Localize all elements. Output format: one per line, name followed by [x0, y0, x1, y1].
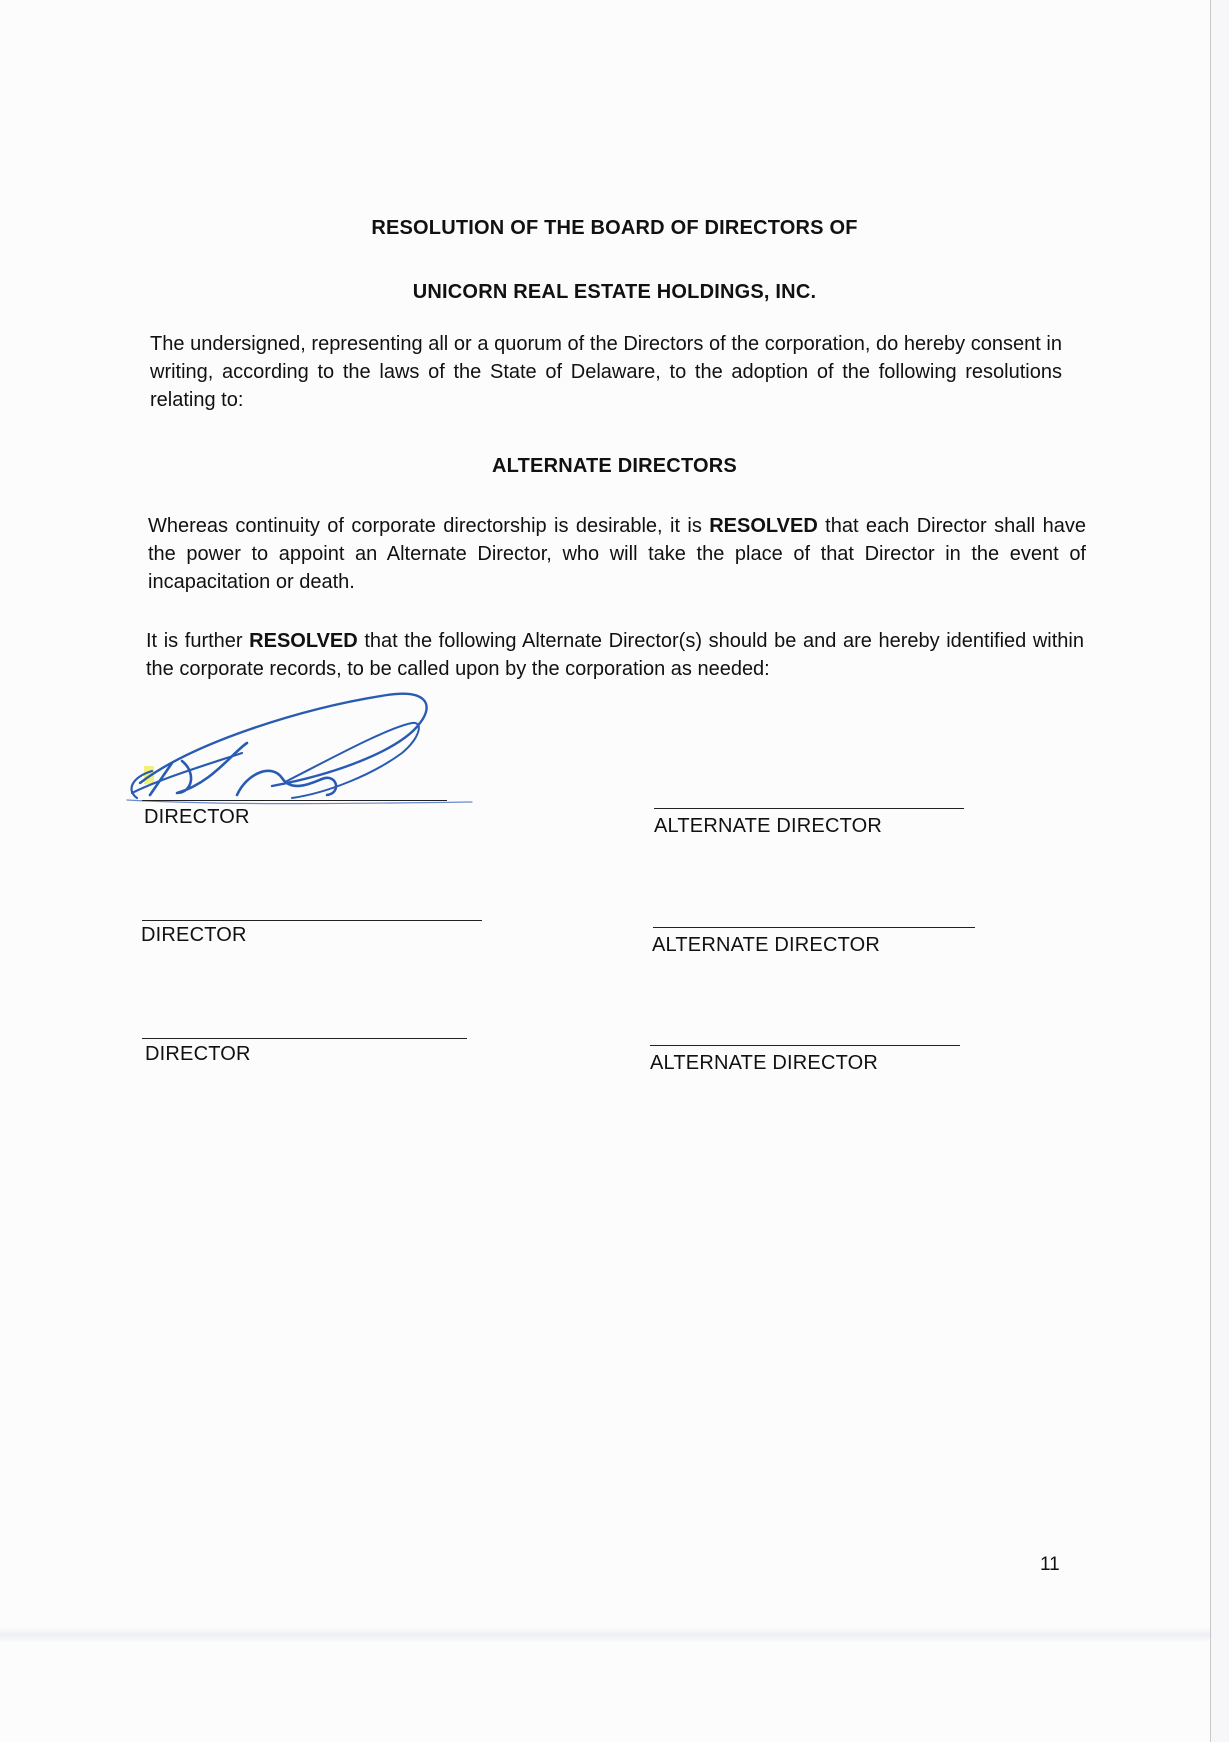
resolution-title: RESOLUTION OF THE BOARD OF DIRECTORS OF — [371, 217, 858, 239]
director-label: DIRECTOR — [145, 1043, 251, 1065]
alternate-director-signature-line — [653, 927, 975, 928]
alternate-director-label: ALTERNATE DIRECTOR — [652, 934, 881, 956]
resolution-paragraph-2: It is further RESOLVED that the following Alternate Director(s) should be and are hereby identified within the corporate records, to be called upon by the corporation as needed: — [146, 630, 1084, 680]
director-signature-line — [142, 1038, 467, 1039]
alternate-director-signature-line — [650, 1045, 960, 1046]
director-label: DIRECTOR — [144, 806, 250, 828]
scan-artifact-band — [0, 1628, 1210, 1642]
page-edge — [1210, 0, 1229, 1742]
alternate-director-label: ALTERNATE DIRECTOR — [654, 815, 883, 837]
page-number: 11 — [1040, 1554, 1060, 1575]
director-label: DIRECTOR — [141, 924, 247, 946]
director-signature-line — [142, 920, 482, 921]
resolved-keyword: RESOLVED — [709, 515, 818, 537]
resolution-paragraph-1: Whereas continuity of corporate directorship is desirable, it is RESOLVED that each Director shall have the power to appoint an Alternate Director, who will take the place of that Director in the event of incapacitation or death. — [148, 515, 1086, 593]
director-signature-line — [142, 800, 447, 801]
company-name: UNICORN REAL ESTATE HOLDINGS, INC. — [412, 281, 817, 303]
alternate-director-label: ALTERNATE DIRECTOR — [650, 1052, 879, 1074]
intro-paragraph: The undersigned, representing all or a quorum of the Directors of the corporation, do hereby consent in writing, according to the laws of the State of Delaware, to the adoption of the following resolutions relating to: — [150, 333, 1062, 411]
resolved-keyword: RESOLVED — [249, 630, 358, 652]
alternate-director-signature-line — [654, 808, 964, 809]
handwritten-signature — [122, 683, 482, 813]
section-heading: ALTERNATE DIRECTORS — [492, 455, 737, 477]
